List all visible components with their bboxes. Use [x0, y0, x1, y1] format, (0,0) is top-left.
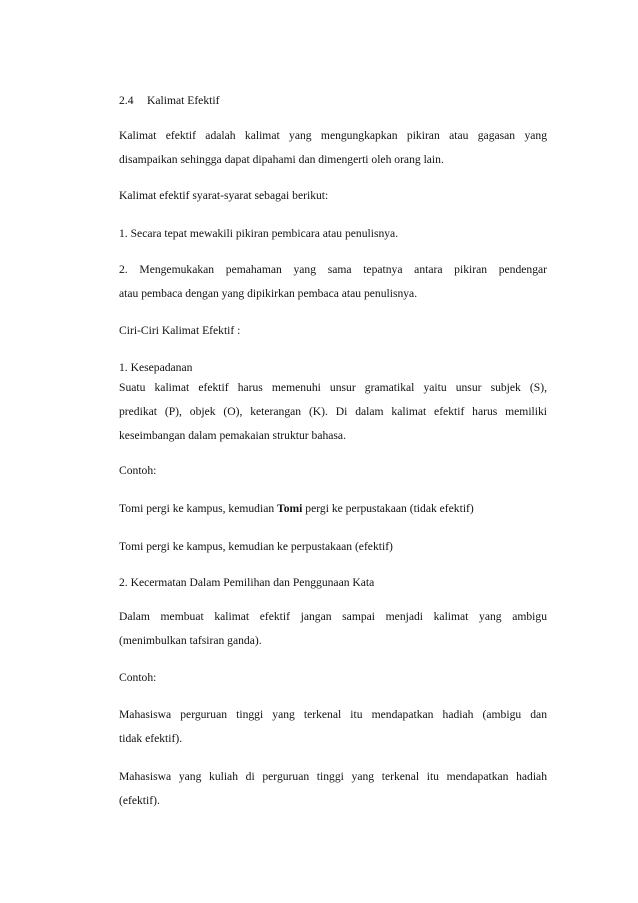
example-1-effective: Tomi pergi ke kampus, kemudian ke perpustakaan (efektif): [119, 540, 393, 553]
requirement-item-2-line-2: atau pembaca dengan yang dipikirkan pembaca atau penulisnya.: [119, 287, 418, 300]
example-1-bold-word: Tomi: [277, 502, 303, 515]
example-2-effective-line-1: Mahasiswa yang kuliah di perguruan tinggi yang terkenal itu mendapatkan hadiah: [119, 770, 547, 783]
section-number: 2.4: [119, 94, 134, 107]
example-2-ambiguous-line-2: tidak efektif).: [119, 732, 183, 745]
intro-line-1: Kalimat efektif adalah kalimat yang mengungkapkan pikiran atau gagasan yang: [119, 129, 547, 142]
example-1-text-before: Tomi pergi ke kampus, kemudian: [119, 502, 278, 515]
characteristic-1-line-1: Suatu kalimat efektif harus memenuhi unsur gramatikal yaitu unsur subjek (S),: [119, 381, 547, 394]
requirement-item-2-line-1: 2. Mengemukakan pemahaman yang sama tepatnya antara pikiran pendengar: [119, 263, 547, 276]
intro-line-2: disampaikan sehingga dapat dipahami dan dimengerti oleh orang lain.: [119, 153, 444, 166]
requirement-item-1: 1. Secara tepat mewakili pikiran pembicara atau penulisnya.: [119, 227, 399, 240]
section-heading: [119, 94, 219, 108]
example-label-1: Contoh:: [119, 464, 157, 477]
characteristic-2-heading: 2. Kecermatan Dalam Pemilihan dan Penggunaan Kata: [119, 576, 375, 589]
requirements-lead: Kalimat efektif syarat-syarat sebagai berikut:: [119, 189, 329, 202]
characteristics-title: Ciri-Ciri Kalimat Efektif :: [119, 324, 241, 337]
characteristic-2-line-1: Dalam membuat kalimat efektif jangan sampai menjadi kalimat yang ambigu: [119, 610, 547, 623]
characteristic-2-line-2: (menimbulkan tafsiran ganda).: [119, 634, 262, 647]
example-2-ambiguous-line-1: Mahasiswa perguruan tinggi yang terkenal itu mendapatkan hadiah (ambigu dan: [119, 708, 547, 721]
characteristic-1-heading: 1. Kesepadanan: [119, 361, 193, 374]
example-label-2: Contoh:: [119, 671, 157, 684]
example-1-ineffective: [119, 502, 474, 516]
characteristic-1-line-2: predikat (P), objek (O), keterangan (K). Di dalam kalimat efektif harus memiliki: [119, 405, 547, 418]
document-page: [119, 0, 547, 903]
example-2-effective-line-2: (efektif).: [119, 794, 160, 807]
section-title: Kalimat Efektif: [147, 94, 220, 107]
example-1-text-after: pergi ke perpustakaan (tidak efektif): [302, 502, 474, 515]
characteristic-1-line-3: keseimbangan dalam pemakaian struktur bahasa.: [119, 429, 346, 442]
